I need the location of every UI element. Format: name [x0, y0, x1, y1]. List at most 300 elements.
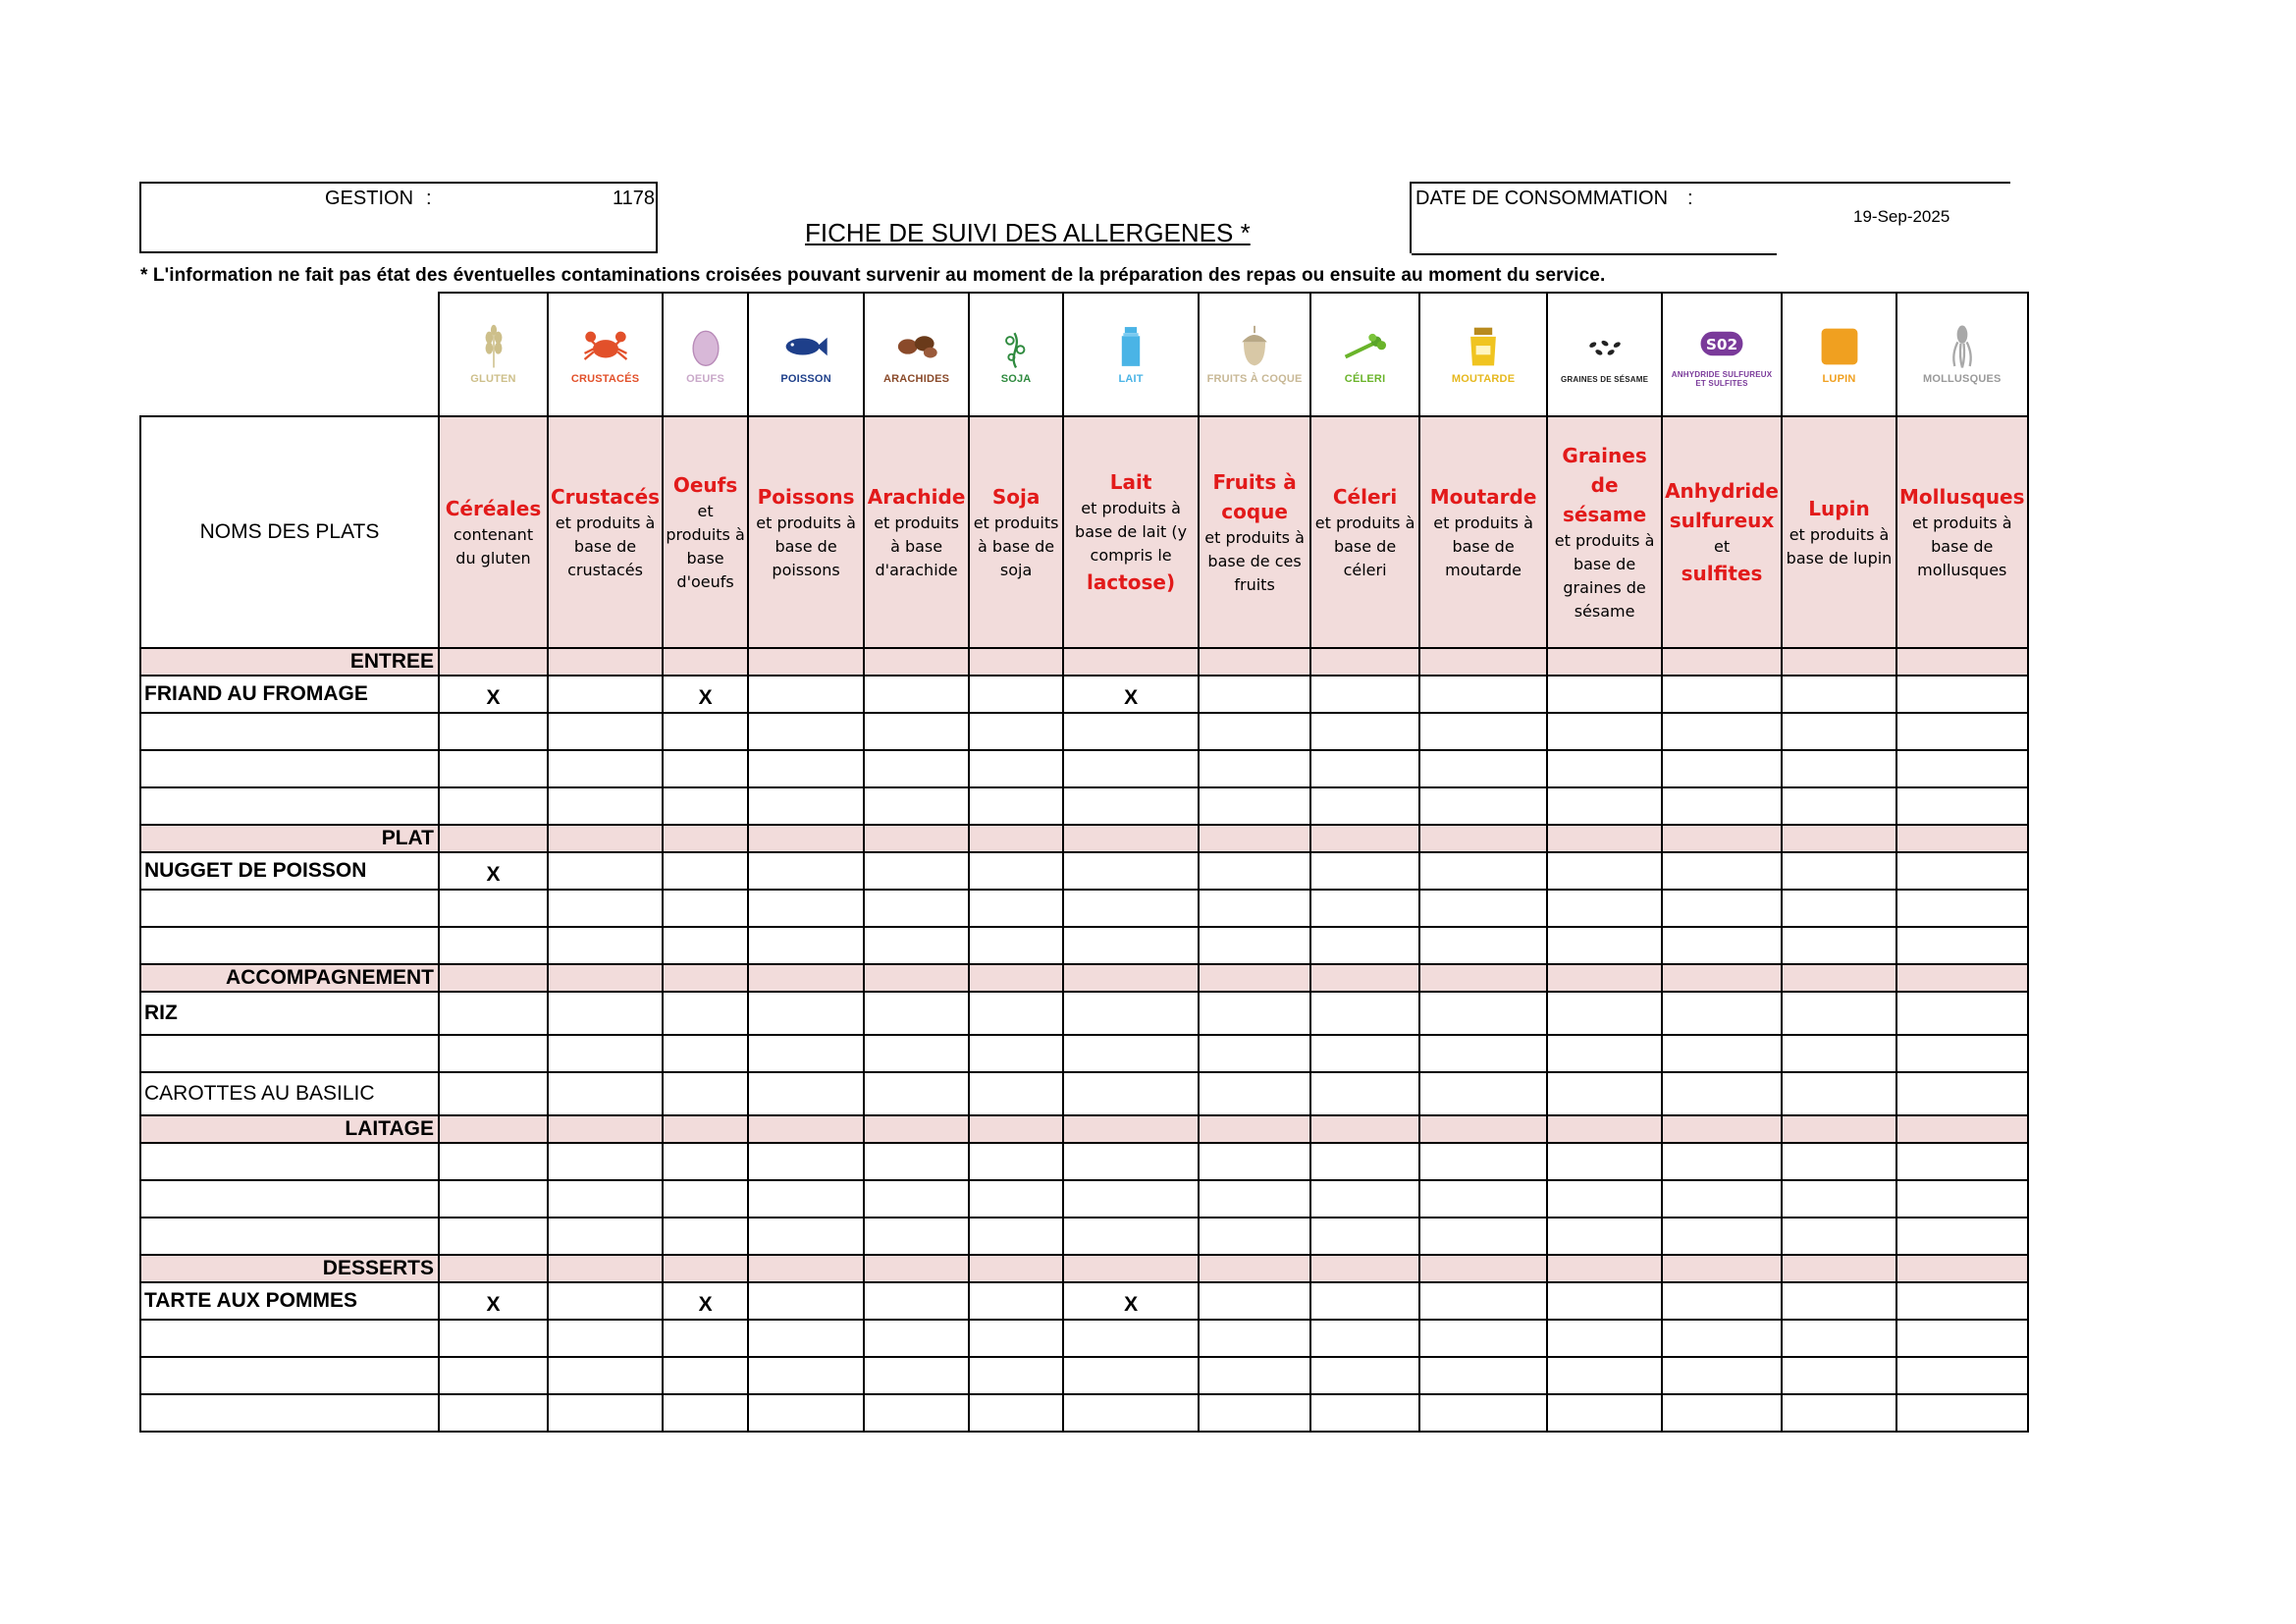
allergen-name: Moutarde	[1429, 485, 1537, 509]
allergen-mark-cell[interactable]	[969, 890, 1063, 927]
allergen-mark-cell[interactable]	[1199, 1072, 1310, 1115]
section-cell	[1662, 964, 1782, 992]
allergen-mark-cell[interactable]	[1310, 1035, 1419, 1072]
allergen-mark-cell[interactable]	[663, 1218, 748, 1255]
allergen-mark-cell[interactable]	[663, 890, 748, 927]
allergen-mark-cell[interactable]	[1063, 1072, 1199, 1115]
allergen-mark-cell[interactable]	[439, 1394, 548, 1432]
allergen-mark-cell[interactable]	[1896, 1357, 2028, 1394]
allergen-mark-cell[interactable]	[1419, 927, 1547, 964]
allergen-mark-cell[interactable]	[1662, 852, 1782, 890]
allergen-mark-cell[interactable]	[439, 1035, 548, 1072]
allergen-mark-cell[interactable]	[1547, 927, 1662, 964]
allergen-mark-cell[interactable]	[1896, 787, 2028, 825]
allergen-mark-cell[interactable]	[548, 1394, 663, 1432]
allergen-mark-cell[interactable]	[864, 890, 969, 927]
allergen-mark-cell[interactable]	[1896, 1143, 2028, 1180]
allergen-mark-cell[interactable]	[1782, 1394, 1896, 1432]
allergen-mark-cell[interactable]	[1662, 992, 1782, 1035]
allergen-mark-cell[interactable]	[748, 1320, 864, 1357]
allergen-mark-cell[interactable]	[1547, 1180, 1662, 1218]
allergen-mark-cell[interactable]	[1063, 852, 1199, 890]
allergen-icon-cell-graines-de-sesame	[1547, 293, 1662, 416]
allergen-mark-cell[interactable]	[748, 1282, 864, 1320]
dish-name[interactable]	[140, 1357, 439, 1394]
dish-row	[140, 1180, 2028, 1218]
section-cell	[1782, 825, 1896, 852]
allergen-mark-cell[interactable]	[1419, 1282, 1547, 1320]
section-cell	[1199, 964, 1310, 992]
allergen-mark-cell[interactable]	[1310, 676, 1419, 713]
allergen-mark-cell[interactable]	[663, 1320, 748, 1357]
allergen-mark-cell[interactable]	[1662, 1357, 1782, 1394]
allergen-mark-cell[interactable]	[439, 1320, 548, 1357]
allergen-mark-cell[interactable]	[1547, 1394, 1662, 1432]
section-row-desserts	[140, 1255, 2028, 1282]
allergen-mark-cell[interactable]	[864, 1218, 969, 1255]
allergen-mark-cell[interactable]	[1063, 1218, 1199, 1255]
allergen-mark-cell[interactable]	[1896, 1394, 2028, 1432]
allergen-mark-cell[interactable]	[1199, 890, 1310, 927]
allergen-mark-cell[interactable]	[1419, 1320, 1547, 1357]
allergen-mark-cell[interactable]	[1419, 713, 1547, 750]
allergen-mark-cell[interactable]	[548, 927, 663, 964]
allergen-mark-cell[interactable]	[1662, 927, 1782, 964]
mustard-icon	[1461, 324, 1506, 369]
allergen-mark-cell[interactable]	[1662, 787, 1782, 825]
allergen-mark-cell[interactable]	[663, 1180, 748, 1218]
allergen-mark-cell[interactable]	[1419, 1035, 1547, 1072]
allergen-mark-cell[interactable]	[864, 1035, 969, 1072]
allergen-mark-cell[interactable]	[1199, 852, 1310, 890]
section-cell	[1310, 1115, 1419, 1143]
allergen-mark-cell[interactable]	[1782, 676, 1896, 713]
allergen-mark-cell[interactable]	[1896, 713, 2028, 750]
section-cell	[864, 648, 969, 676]
allergen-mark-cell[interactable]	[1896, 750, 2028, 787]
allergen-mark-cell[interactable]	[864, 713, 969, 750]
allergen-mark-cell[interactable]	[663, 992, 748, 1035]
allergen-mark-cell[interactable]	[748, 1143, 864, 1180]
allergen-mark-cell[interactable]	[1662, 1143, 1782, 1180]
allergen-mark-cell[interactable]	[1896, 1035, 2028, 1072]
allergen-mark-cell[interactable]	[969, 1143, 1063, 1180]
allergen-mark-cell[interactable]	[1662, 1180, 1782, 1218]
allergen-mark-cell[interactable]	[864, 787, 969, 825]
allergen-mark-cell[interactable]	[1199, 1394, 1310, 1432]
allergen-mark-cell[interactable]	[748, 1218, 864, 1255]
allergen-mark-cell[interactable]	[1310, 1357, 1419, 1394]
allergen-mark-cell[interactable]	[1782, 1143, 1896, 1180]
allergen-mark-cell[interactable]	[1063, 1320, 1199, 1357]
allergen-mark-cell[interactable]	[1063, 1143, 1199, 1180]
allergen-mark-cell[interactable]	[1662, 1072, 1782, 1115]
allergen-mark-cell[interactable]	[1547, 1072, 1662, 1115]
allergen-mark-cell[interactable]	[969, 1282, 1063, 1320]
section-cell	[864, 964, 969, 992]
allergen-mark-cell[interactable]	[1419, 1394, 1547, 1432]
allergen-mark-cell[interactable]	[1310, 1180, 1419, 1218]
allergen-mark-cell[interactable]	[969, 1072, 1063, 1115]
date-value: 19-Sep-2025	[1853, 207, 1950, 226]
allergen-mark-cell[interactable]	[548, 787, 663, 825]
section-cell	[663, 964, 748, 992]
allergen-mark-cell[interactable]	[548, 713, 663, 750]
allergen-mark-cell[interactable]	[663, 1035, 748, 1072]
allergen-mark-cell[interactable]	[1896, 890, 2028, 927]
allergen-mark-cell[interactable]	[1310, 992, 1419, 1035]
allergen-mark-cell[interactable]	[1782, 750, 1896, 787]
allergen-mark-cell[interactable]	[1419, 1218, 1547, 1255]
allergen-mark-cell[interactable]	[1662, 750, 1782, 787]
allergen-description: contenant du gluten	[453, 525, 534, 568]
allergen-mark-cell[interactable]	[1199, 927, 1310, 964]
allergen-mark-cell[interactable]	[548, 1320, 663, 1357]
allergen-mark-cell[interactable]	[1547, 1357, 1662, 1394]
allergen-mark-cell[interactable]	[969, 1320, 1063, 1357]
allergen-name: Graines de sésame	[1562, 444, 1647, 526]
allergen-mark-cell[interactable]	[1310, 787, 1419, 825]
allergen-mark-cell[interactable]	[548, 676, 663, 713]
allergen-mark-cell[interactable]	[439, 1180, 548, 1218]
allergen-mark-cell[interactable]	[548, 750, 663, 787]
dish-name[interactable]	[140, 1218, 439, 1255]
allergen-mark-cell[interactable]	[1063, 890, 1199, 927]
allergen-mark-cell[interactable]	[1896, 992, 2028, 1035]
allergen-mark-cell[interactable]	[1199, 992, 1310, 1035]
allergen-mark-cell[interactable]	[1063, 1394, 1199, 1432]
allergen-mark-cell[interactable]	[663, 750, 748, 787]
allergen-mark-cell[interactable]	[1782, 1282, 1896, 1320]
allergen-mark-cell[interactable]	[663, 1143, 748, 1180]
allergen-mark-cell[interactable]	[663, 1357, 748, 1394]
allergen-name: Lupin	[1808, 497, 1870, 520]
dish-row	[140, 1035, 2028, 1072]
allergen-mark-cell[interactable]	[439, 992, 548, 1035]
egg-icon	[683, 324, 728, 369]
allergen-mark-cell[interactable]	[1662, 676, 1782, 713]
crab-icon	[583, 324, 628, 369]
allergen-mark-cell[interactable]	[1662, 713, 1782, 750]
allergen-mark-cell[interactable]: X	[439, 852, 548, 890]
allergen-mark-cell[interactable]	[1662, 1394, 1782, 1432]
allergen-mark-cell[interactable]	[1063, 750, 1199, 787]
allergen-mark-cell[interactable]	[1199, 1320, 1310, 1357]
allergen-mark-cell[interactable]	[1896, 1218, 2028, 1255]
allergen-mark-cell[interactable]	[1310, 890, 1419, 927]
allergen-mark-cell[interactable]	[1782, 1072, 1896, 1115]
allergen-mark-cell[interactable]	[1896, 1282, 2028, 1320]
allergen-mark-cell[interactable]	[969, 1357, 1063, 1394]
allergen-mark-cell[interactable]	[1199, 1035, 1310, 1072]
allergen-mark-cell[interactable]	[663, 787, 748, 825]
allergen-mark-cell[interactable]	[1199, 713, 1310, 750]
allergen-description: et produits à base de soja	[973, 514, 1059, 579]
soy-icon	[993, 324, 1039, 369]
allergen-mark-cell[interactable]	[1896, 927, 2028, 964]
allergen-mark-cell[interactable]: X	[439, 676, 548, 713]
allergen-mark-cell[interactable]	[1547, 1282, 1662, 1320]
allergen-mark-cell[interactable]	[1063, 927, 1199, 964]
section-cell	[1547, 1115, 1662, 1143]
allergen-mark-cell[interactable]	[1419, 1180, 1547, 1218]
allergen-mark-cell[interactable]	[748, 1357, 864, 1394]
allergen-mark-cell[interactable]	[1547, 750, 1662, 787]
dish-name[interactable]	[140, 927, 439, 964]
allergen-mark-cell[interactable]	[969, 1394, 1063, 1432]
allergen-mark-cell[interactable]	[1063, 1180, 1199, 1218]
allergen-mark-cell[interactable]	[1419, 890, 1547, 927]
section-cell	[864, 825, 969, 852]
allergen-mark-cell[interactable]	[663, 927, 748, 964]
allergen-mark-cell[interactable]	[864, 750, 969, 787]
allergen-mark-cell[interactable]	[969, 1218, 1063, 1255]
allergen-mark-cell[interactable]	[969, 713, 1063, 750]
allergen-mark-cell[interactable]	[864, 852, 969, 890]
allergen-mark-cell[interactable]: X	[663, 676, 748, 713]
allergen-mark-cell[interactable]	[1782, 992, 1896, 1035]
allergen-mark-cell[interactable]	[439, 787, 548, 825]
allergen-mark-cell[interactable]	[1063, 992, 1199, 1035]
dish-name[interactable]: TARTE AUX POMMES	[140, 1282, 439, 1320]
dish-name[interactable]	[140, 1180, 439, 1218]
section-cell	[1662, 648, 1782, 676]
allergen-mark-cell[interactable]	[1199, 676, 1310, 713]
allergen-mark-cell[interactable]	[864, 1394, 969, 1432]
allergen-mark-cell[interactable]	[1896, 676, 2028, 713]
allergen-mark-cell[interactable]	[748, 750, 864, 787]
allergen-mark-cell[interactable]	[1662, 1282, 1782, 1320]
allergen-mark-cell[interactable]	[1547, 1320, 1662, 1357]
mollusc-icon	[1940, 324, 1985, 369]
allergen-mark-cell[interactable]	[1199, 1282, 1310, 1320]
allergen-mark-cell[interactable]	[1782, 927, 1896, 964]
dish-name[interactable]	[140, 890, 439, 927]
allergen-mark-cell[interactable]	[1063, 1357, 1199, 1394]
allergen-mark-cell[interactable]	[1782, 713, 1896, 750]
section-cell	[1063, 1115, 1199, 1143]
allergen-mark-cell[interactable]	[748, 992, 864, 1035]
allergen-mark-cell[interactable]	[548, 1143, 663, 1180]
allergen-mark-cell[interactable]	[548, 1218, 663, 1255]
allergen-mark-cell[interactable]	[748, 713, 864, 750]
allergen-header-soja	[969, 416, 1063, 648]
allergen-mark-cell[interactable]	[969, 927, 1063, 964]
dish-name[interactable]	[140, 1035, 439, 1072]
allergen-mark-cell[interactable]	[1199, 1143, 1310, 1180]
dish-name[interactable]	[140, 713, 439, 750]
allergen-mark-cell[interactable]	[439, 750, 548, 787]
allergen-mark-cell[interactable]	[864, 1320, 969, 1357]
allergen-mark-cell[interactable]	[748, 787, 864, 825]
allergen-mark-cell[interactable]	[748, 1180, 864, 1218]
section-cell	[548, 964, 663, 992]
allergen-mark-cell[interactable]	[1782, 890, 1896, 927]
allergen-mark-cell[interactable]: X	[1063, 1282, 1199, 1320]
allergen-mark-cell[interactable]	[548, 1357, 663, 1394]
allergen-mark-cell[interactable]	[748, 1072, 864, 1115]
section-cell	[663, 648, 748, 676]
allergen-mark-cell[interactable]	[1199, 1357, 1310, 1394]
allergen-mark-cell[interactable]	[864, 1282, 969, 1320]
allergen-mark-cell[interactable]	[439, 1072, 548, 1115]
section-cell	[1310, 1255, 1419, 1282]
allergen-mark-cell[interactable]	[1782, 1035, 1896, 1072]
allergen-mark-cell[interactable]	[548, 1180, 663, 1218]
allergen-mark-cell[interactable]	[548, 1282, 663, 1320]
allergen-mark-cell[interactable]	[663, 1394, 748, 1432]
allergen-mark-cell[interactable]	[1547, 1218, 1662, 1255]
allergen-mark-cell[interactable]	[439, 713, 548, 750]
allergen-mark-cell[interactable]	[969, 852, 1063, 890]
allergen-mark-cell[interactable]	[969, 1180, 1063, 1218]
allergen-mark-cell[interactable]	[969, 1035, 1063, 1072]
allergen-header-cereales	[439, 416, 548, 648]
allergen-mark-cell[interactable]	[864, 1143, 969, 1180]
allergen-mark-cell[interactable]	[1782, 787, 1896, 825]
allergen-mark-cell[interactable]	[1896, 852, 2028, 890]
allergen-mark-cell[interactable]	[748, 1035, 864, 1072]
dish-name[interactable]: CAROTTES AU BASILIC	[140, 1072, 439, 1115]
dish-row	[140, 676, 2028, 713]
allergen-icon-cell-moutarde	[1419, 293, 1547, 416]
allergen-mark-cell[interactable]	[1063, 787, 1199, 825]
allergen-mark-cell[interactable]	[439, 1357, 548, 1394]
allergen-icon-caption: CÉLERI	[1344, 373, 1386, 385]
allergen-mark-cell[interactable]	[1547, 713, 1662, 750]
allergen-mark-cell[interactable]	[548, 1035, 663, 1072]
allergen-mark-cell[interactable]	[969, 787, 1063, 825]
allergen-mark-cell[interactable]	[1199, 787, 1310, 825]
allergen-mark-cell[interactable]	[1419, 1143, 1547, 1180]
allergen-mark-cell[interactable]	[864, 1357, 969, 1394]
allergen-mark-cell[interactable]	[1782, 1218, 1896, 1255]
allergen-mark-cell[interactable]	[969, 750, 1063, 787]
allergen-mark-cell[interactable]	[1419, 992, 1547, 1035]
allergen-mark-cell[interactable]	[1662, 1218, 1782, 1255]
allergen-mark-cell[interactable]	[1310, 1320, 1419, 1357]
allergen-mark-cell[interactable]	[1662, 890, 1782, 927]
allergen-mark-cell[interactable]	[748, 676, 864, 713]
allergen-mark-cell[interactable]	[864, 992, 969, 1035]
allergen-mark-cell[interactable]	[1419, 787, 1547, 825]
allergen-mark-cell[interactable]	[969, 992, 1063, 1035]
allergen-mark-cell[interactable]	[864, 676, 969, 713]
allergen-mark-cell[interactable]	[1310, 1394, 1419, 1432]
allergen-mark-cell[interactable]	[864, 927, 969, 964]
allergen-mark-cell[interactable]	[1782, 1320, 1896, 1357]
allergen-mark-cell[interactable]: X	[663, 1282, 748, 1320]
allergen-mark-cell[interactable]	[548, 852, 663, 890]
allergen-mark-cell[interactable]	[1310, 1282, 1419, 1320]
allergen-mark-cell[interactable]	[1199, 1180, 1310, 1218]
dish-name[interactable]	[140, 750, 439, 787]
dish-name[interactable]	[140, 1320, 439, 1357]
allergen-mark-cell[interactable]	[1310, 1072, 1419, 1115]
allergen-mark-cell[interactable]	[663, 852, 748, 890]
allergen-mark-cell[interactable]	[1547, 787, 1662, 825]
allergen-mark-cell[interactable]	[1662, 1035, 1782, 1072]
allergen-mark-cell[interactable]	[748, 852, 864, 890]
allergen-mark-cell[interactable]	[1896, 1072, 2028, 1115]
dish-row	[140, 787, 2028, 825]
allergen-mark-cell[interactable]	[548, 992, 663, 1035]
allergen-mark-cell[interactable]: X	[439, 1282, 548, 1320]
allergen-mark-cell[interactable]	[1547, 676, 1662, 713]
allergen-mark-cell[interactable]	[1782, 852, 1896, 890]
allergen-mark-cell[interactable]	[1419, 750, 1547, 787]
allergen-icon-cell-mollusques	[1896, 293, 2028, 416]
allergen-mark-cell[interactable]	[864, 1072, 969, 1115]
section-cell	[663, 1255, 748, 1282]
allergen-mark-cell[interactable]	[1896, 1320, 2028, 1357]
allergen-mark-cell[interactable]	[1547, 1035, 1662, 1072]
dish-row	[140, 1320, 2028, 1357]
allergen-mark-cell[interactable]	[1896, 1180, 2028, 1218]
allergen-mark-cell[interactable]: X	[1063, 676, 1199, 713]
allergen-mark-cell[interactable]	[1310, 852, 1419, 890]
section-cell	[1896, 1115, 2028, 1143]
allergen-mark-cell[interactable]	[1063, 1035, 1199, 1072]
allergen-mark-cell[interactable]	[663, 713, 748, 750]
allergen-mark-cell[interactable]	[1199, 750, 1310, 787]
allergen-description: et produits à base d'arachide	[874, 514, 959, 579]
allergen-mark-cell[interactable]	[1310, 1218, 1419, 1255]
allergen-mark-cell[interactable]	[1782, 1357, 1896, 1394]
allergen-mark-cell[interactable]	[548, 1072, 663, 1115]
allergen-mark-cell[interactable]	[748, 890, 864, 927]
allergen-mark-cell[interactable]	[1419, 676, 1547, 713]
allergen-mark-cell[interactable]	[748, 927, 864, 964]
allergen-mark-cell[interactable]	[1662, 1320, 1782, 1357]
allergen-mark-cell[interactable]	[1063, 713, 1199, 750]
allergen-mark-cell[interactable]	[969, 676, 1063, 713]
allergen-mark-cell[interactable]	[1547, 992, 1662, 1035]
allergen-mark-cell[interactable]	[439, 1218, 548, 1255]
allergen-mark-cell[interactable]	[1782, 1180, 1896, 1218]
allergen-mark-cell[interactable]	[1419, 1357, 1547, 1394]
dish-name[interactable]: RIZ	[140, 992, 439, 1035]
section-cell	[663, 1115, 748, 1143]
allergen-mark-cell[interactable]	[864, 1180, 969, 1218]
dish-name[interactable]	[140, 1394, 439, 1432]
allergen-mark-cell[interactable]	[1419, 852, 1547, 890]
allergen-name: Poissons	[757, 485, 855, 509]
allergen-mark-cell[interactable]	[1547, 852, 1662, 890]
allergen-mark-cell[interactable]	[439, 890, 548, 927]
allergen-mark-cell[interactable]	[548, 890, 663, 927]
dish-name[interactable]	[140, 1143, 439, 1180]
allergen-mark-cell[interactable]	[1310, 750, 1419, 787]
dish-name[interactable]: NUGGET DE POISSON	[140, 852, 439, 890]
dish-name[interactable]: FRIAND AU FROMAGE	[140, 676, 439, 713]
allergen-mark-cell[interactable]	[439, 927, 548, 964]
section-cell	[1662, 1255, 1782, 1282]
allergen-mark-cell[interactable]	[1547, 890, 1662, 927]
allergen-mark-cell[interactable]	[748, 1394, 864, 1432]
allergen-mark-cell[interactable]	[1310, 927, 1419, 964]
allergen-mark-cell[interactable]	[1310, 1143, 1419, 1180]
allergen-mark-cell[interactable]	[1199, 1218, 1310, 1255]
allergen-mark-cell[interactable]	[1547, 1143, 1662, 1180]
allergen-mark-cell[interactable]	[1419, 1072, 1547, 1115]
dish-name[interactable]	[140, 787, 439, 825]
allergen-mark-cell[interactable]	[663, 1072, 748, 1115]
sesame-icon	[1582, 326, 1628, 371]
allergen-mark-cell[interactable]	[439, 1143, 548, 1180]
section-cell	[969, 1115, 1063, 1143]
allergen-mark-cell[interactable]	[1310, 713, 1419, 750]
